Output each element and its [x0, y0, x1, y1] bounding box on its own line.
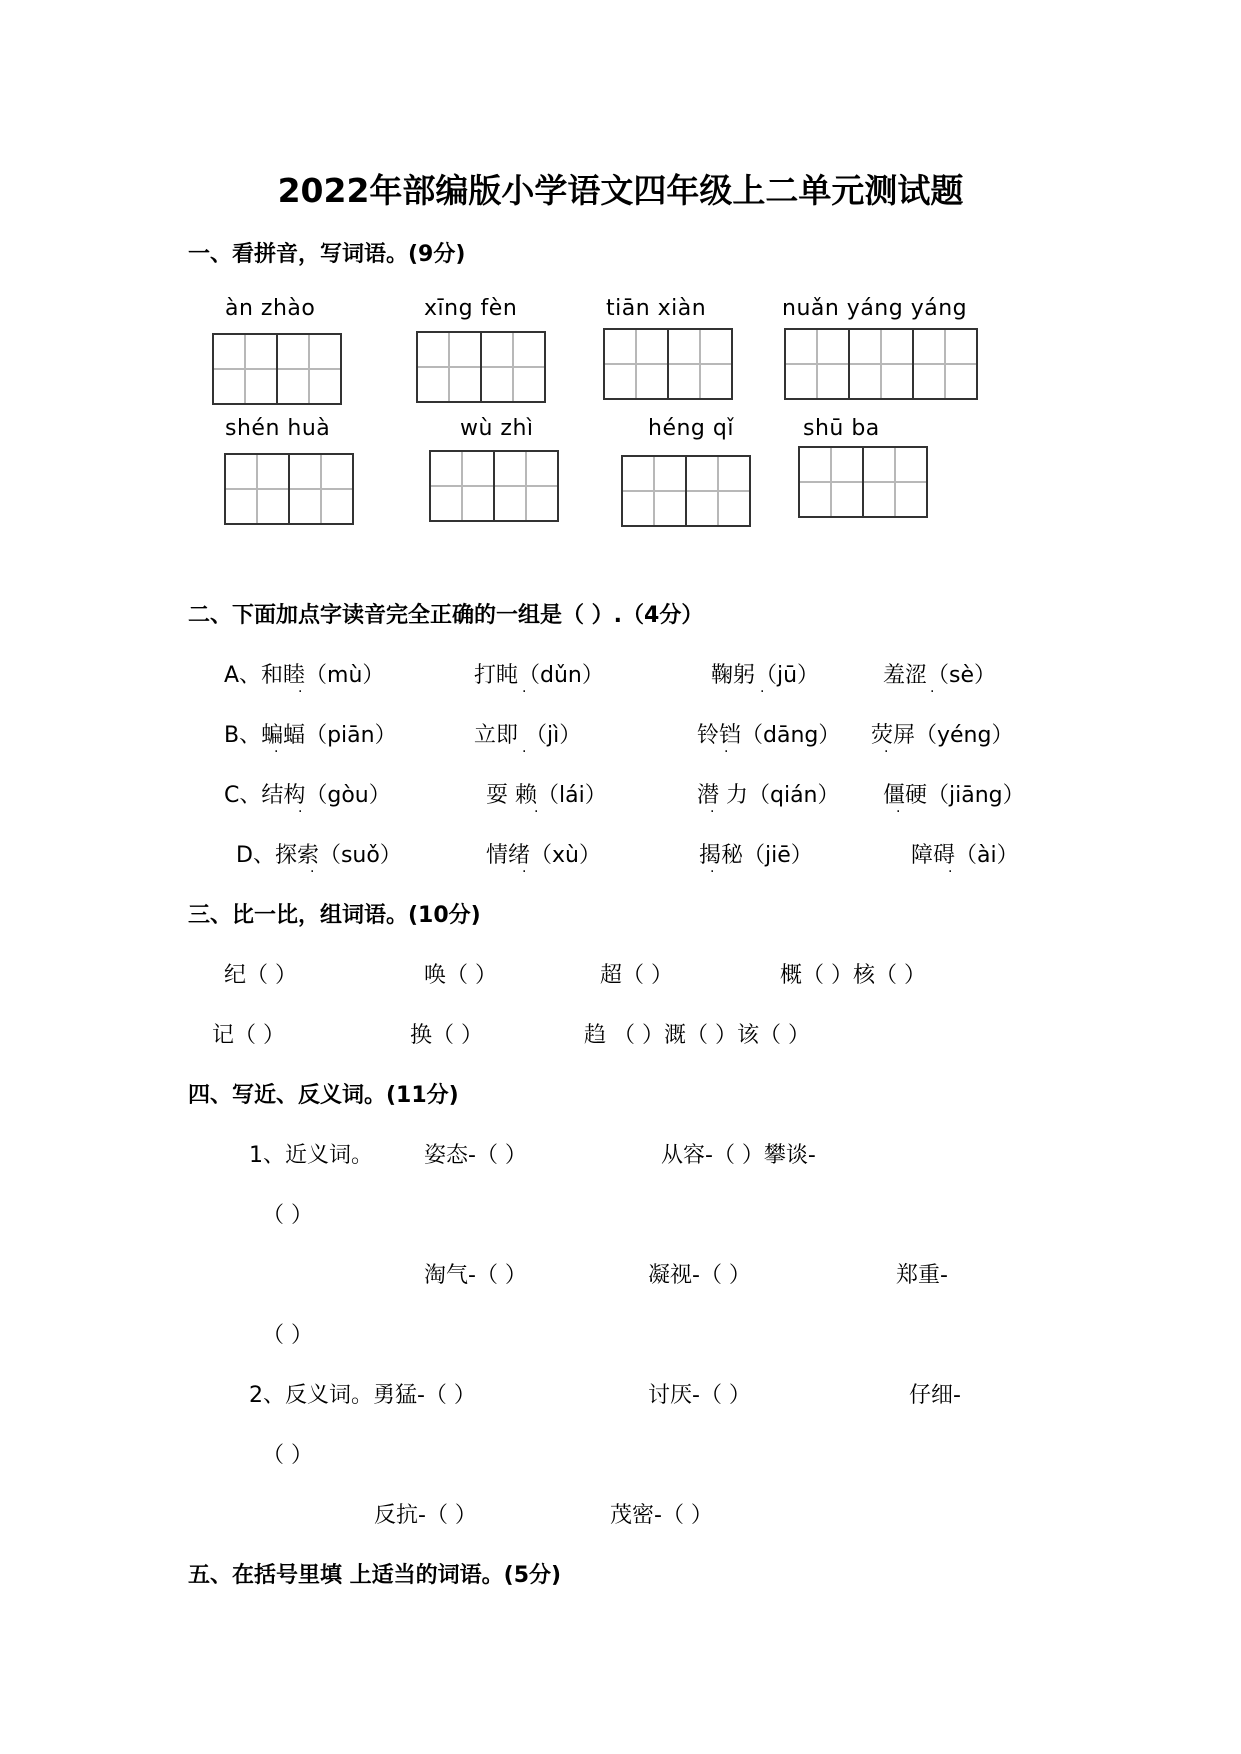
- synonym-cont-1: （ ）: [262, 1203, 313, 1228]
- writing-box-6[interactable]: [429, 450, 559, 522]
- antonym-4: 反抗-（ ）: [374, 1503, 477, 1528]
- emphasis-dot: ·: [274, 744, 279, 760]
- emphasis-dot: ·: [724, 744, 729, 760]
- writing-box-3[interactable]: [603, 328, 733, 400]
- synonym-label: 1、近义词。: [249, 1143, 373, 1168]
- antonym-3: 仔细-: [909, 1383, 961, 1408]
- section-2-heading: 二、下面加点字读音完全正确的一组是（ ）.（4分）: [188, 603, 704, 628]
- writing-box-1[interactable]: [212, 333, 342, 405]
- antonym-2: 讨厌-（ ）: [648, 1383, 751, 1408]
- synonym-cont-2: （ ）: [262, 1323, 313, 1348]
- antonym-5: 茂密-（ ）: [610, 1503, 713, 1528]
- synonym-5: 郑重-: [896, 1263, 948, 1288]
- page-title: 2022年部编版小学语文四年级上二单元测试题: [277, 171, 964, 210]
- option-a-1: A、和睦（mù）: [224, 663, 385, 688]
- writing-box-2[interactable]: [416, 331, 546, 403]
- option-a-4: 羞涩（sè）: [883, 663, 996, 688]
- synonym-2: 从容-（ ）攀谈-: [661, 1143, 816, 1168]
- emphasis-dot: ·: [522, 684, 527, 700]
- emphasis-dot: ·: [534, 804, 539, 820]
- option-b-4: 荧屏（yéng）: [871, 723, 1014, 748]
- option-d-4: 障碍（ài）: [911, 843, 1019, 868]
- emphasis-dot: ·: [948, 864, 953, 880]
- option-a-2: 打盹（dǔn）: [474, 663, 604, 688]
- option-d-3: 揭秘（jiē）: [699, 843, 813, 868]
- pinyin-7: héng qǐ: [648, 416, 734, 441]
- option-c-1: C、结构（gòu）: [224, 783, 391, 808]
- emphasis-dot: ·: [710, 864, 715, 880]
- antonym-cont: （ ）: [262, 1443, 313, 1468]
- pinyin-1: àn zhào: [225, 296, 316, 321]
- antonym-label: 2、反义词。勇猛-（ ）: [249, 1383, 476, 1408]
- emphasis-dot: ·: [710, 804, 715, 820]
- option-d-2: 情绪（xù）: [486, 843, 601, 868]
- writing-box-4[interactable]: [784, 328, 978, 400]
- section-1-heading: 一、看拼音，写词语。(9分): [188, 242, 466, 267]
- option-c-4: 僵硬（jiāng）: [883, 783, 1025, 808]
- emphasis-dot: ·: [522, 744, 527, 760]
- option-b-2: 立即 （jì）: [474, 723, 582, 748]
- writing-box-7[interactable]: [621, 455, 751, 527]
- pinyin-5: shén huà: [225, 416, 331, 441]
- compare-1: 纪（ ）: [224, 963, 297, 988]
- emphasis-dot: ·: [930, 684, 935, 700]
- option-c-3: 潜 力（qián）: [697, 783, 840, 808]
- emphasis-dot: ·: [884, 744, 889, 760]
- synonym-3: 淘气-（ ）: [424, 1263, 527, 1288]
- writing-box-8[interactable]: [798, 446, 928, 518]
- synonym-4: 凝视-（ ）: [648, 1263, 751, 1288]
- section-5-heading: 五、在括号里填 上适当的词语。(5分): [188, 1563, 562, 1588]
- compare-7: 趋 （ ）溉（ ）该（ ）: [584, 1023, 810, 1048]
- pinyin-6: wù zhì: [460, 416, 534, 441]
- pinyin-8: shū ba: [803, 416, 880, 441]
- compare-5: 记（ ）: [212, 1023, 285, 1048]
- emphasis-dot: ·: [896, 804, 901, 820]
- pinyin-2: xīng fèn: [424, 296, 518, 321]
- emphasis-dot: ·: [310, 864, 315, 880]
- emphasis-dot: ·: [760, 684, 765, 700]
- synonym-1: 姿态-（ ）: [424, 1143, 527, 1168]
- emphasis-dot: ·: [298, 804, 303, 820]
- compare-3: 超（ ）: [600, 963, 673, 988]
- section-3-heading: 三、比一比，组词语。(10分): [188, 903, 481, 928]
- option-b-3: 铃铛（dāng）: [697, 723, 841, 748]
- option-d-1: D、探索（suǒ）: [236, 843, 402, 868]
- emphasis-dot: ·: [298, 684, 303, 700]
- section-4-heading: 四、写近、反义词。(11分): [188, 1083, 459, 1108]
- pinyin-4: nuǎn yáng yáng: [782, 296, 968, 321]
- writing-box-5[interactable]: [224, 453, 354, 525]
- compare-4: 概（ ）核（ ）: [780, 963, 926, 988]
- pinyin-3: tiān xiàn: [606, 296, 707, 321]
- compare-6: 换（ ）: [410, 1023, 483, 1048]
- option-a-3: 鞠躬（jū）: [711, 663, 820, 688]
- compare-2: 唤（ ）: [424, 963, 497, 988]
- emphasis-dot: ·: [522, 864, 527, 880]
- option-c-2: 耍 赖（lái）: [486, 783, 607, 808]
- option-b-1: B、蝙蝠（piān）: [224, 723, 397, 748]
